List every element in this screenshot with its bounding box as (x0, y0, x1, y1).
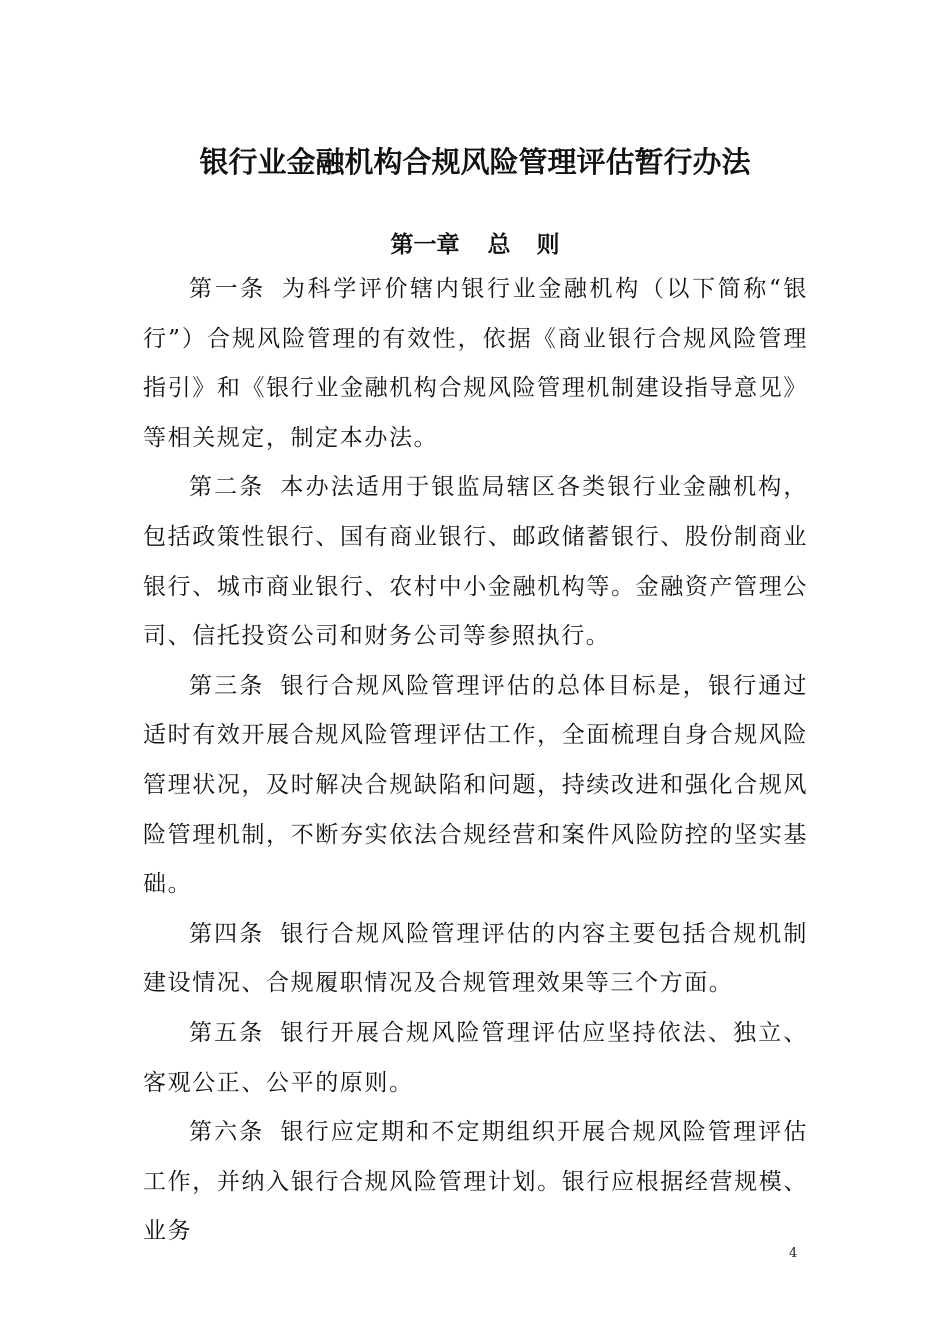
article-paragraph (143, 1108, 808, 1257)
article-text: 银行应定期和不定期组织开展合规风险管理评估工作，并纳入银行合规风险管理计划。银行应根据经营规模、业务 (143, 1119, 808, 1245)
article-number: 第五条 (189, 1019, 265, 1046)
article-text: 银行合规风险管理评估的总体目标是，银行通过适时有效开展合规风险管理评估工作，全面梳理自身合规风险管理状况，及时解决合规缺陷和问题，持续改进和强化合规风险管理机制，不断夯实依法合规经营和案件风险防控的坚实基础。 (143, 672, 808, 898)
article-text: 银行开展合规风险管理评估应坚持依法、独立、客观公正、公平的原则。 (143, 1019, 808, 1096)
article-number: 第一条 (189, 276, 266, 302)
article-number: 第四条 (189, 920, 265, 947)
article-paragraph (143, 1009, 808, 1108)
article-paragraph (143, 662, 808, 910)
chapter-name-part1: 总 (487, 231, 511, 258)
article-number: 第二条 (189, 474, 265, 501)
article-number: 第六条 (189, 1119, 265, 1146)
article-paragraph (143, 463, 808, 661)
chapter-name-part2: 则 (536, 231, 560, 258)
chapter-label: 第一章 (390, 231, 460, 258)
article-paragraph (143, 910, 808, 1009)
article-number: 第三条 (189, 672, 265, 699)
document-title: 银行业金融机构合规风险管理评估暂行办法 (199, 145, 751, 179)
article-text: 本办法适用于银监局辖区各类银行业金融机构，包括政策性银行、国有商业银行、邮政储蓄银行、股份制商业银行、城市商业银行、农村中小金融机构等。金融资产管理公司、信托投资公司和财务公司等参照执行。 (143, 474, 808, 650)
document-body (143, 265, 808, 1257)
article-paragraph (143, 265, 808, 463)
chapter-heading (0, 226, 950, 264)
page-number: 4 (789, 1246, 798, 1261)
article-text: 为科学评价辖内银行业金融机构（以下简称“银行”）合规风险管理的有效性，依据《商业银行合规风险管理指引》和《银行业金融机构合规风险管理机制建设指导意见》等相关规定，制定本办法。 (143, 276, 809, 451)
article-text: 银行合规风险管理评估的内容主要包括合规机制建设情况、合规履职情况及合规管理效果等三个方面。 (143, 920, 808, 997)
